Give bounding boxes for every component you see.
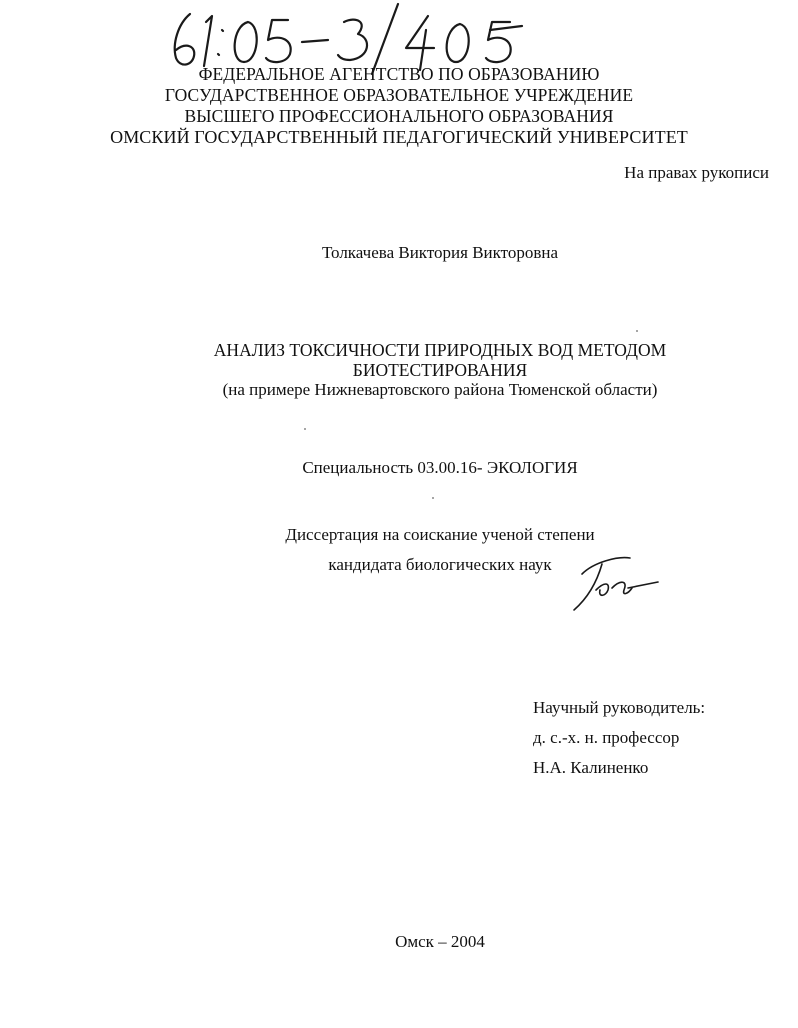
title-line-2: БИОТЕСТИРОВАНИЯ: [352, 360, 528, 380]
signature: [568, 552, 660, 614]
organization-header: [0, 64, 798, 148]
advisor-name: Н.А. Калиненко: [533, 758, 649, 777]
dissertation-line-2: кандидата биологических наук: [328, 555, 552, 574]
specialty: Специальность 03.00.16- ЭКОЛОГИЯ: [302, 458, 578, 477]
scientific-advisor: [533, 693, 705, 783]
thesis-title: [0, 340, 798, 400]
scan-speck: [432, 497, 434, 499]
organization-line-4: ОМСКИЙ ГОСУДАРСТВЕННЫЙ ПЕДАГОГИЧЕСКИЙ УНИВЕРСИТЕТ: [110, 127, 688, 147]
organization-line-1: ФЕДЕРАЛЬНОЕ АГЕНТСТВО ПО ОБРАЗОВАНИЮ: [198, 64, 600, 84]
organization-line-3: ВЫСШЕГО ПРОФЕССИОНАЛЬНОГО ОБРАЗОВАНИЯ: [184, 106, 614, 126]
dissertation-degree: [0, 520, 798, 580]
rights-note: На правах рукописи: [624, 163, 769, 182]
title-subtitle: (на примере Нижневартовского района Тюменской области): [222, 380, 658, 399]
organization-line-2: ГОСУДАРСТВЕННОЕ ОБРАЗОВАТЕЛЬНОЕ УЧРЕЖДЕНИЕ: [164, 85, 634, 105]
scan-speck: [304, 428, 306, 430]
advisor-degree: д. с.-х. н. профессор: [533, 728, 680, 747]
scan-speck: [636, 330, 638, 332]
author-name: Толкачева Виктория Викторовна: [321, 243, 559, 262]
advisor-label: Научный руководитель:: [533, 698, 706, 717]
title-line-1: АНАЛИЗ ТОКСИЧНОСТИ ПРИРОДНЫХ ВОД МЕТОДОМ: [213, 340, 667, 360]
city-year: Омск – 2004: [395, 932, 485, 951]
dissertation-line-1: Диссертация на соискание ученой степени: [285, 525, 595, 544]
